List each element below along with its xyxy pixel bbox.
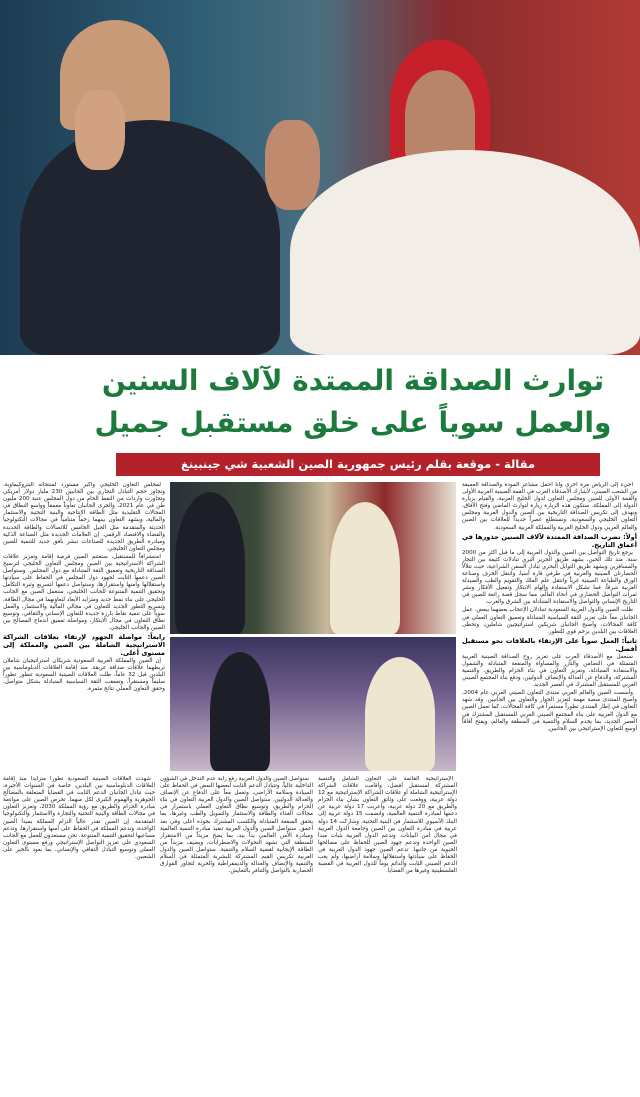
article-column-bottom-1 — [3, 776, 155, 1094]
conference-photo — [170, 637, 456, 771]
person-right — [330, 502, 400, 634]
paragraph: سنعمل مع الأصدقاء العرب على تعزيز روح الصداقة الصينية العربية المتمثلة في التضامن والتآزر والمساواة والمنفعة المتبادلة والشمول والاستفادة المتبادلة، وتعزيز التعاون في بناء الحزام والطريق، والتنمية المشتركة، والدفاع عن العدالة والإنصاف الدوليين، ودفع بناء المجتمع الصيني العربي للمستقبل المشترك في العصر الجديد. — [462, 653, 637, 689]
paragraph: استشرافاً للمستقبل، ستغتنم الصين فرصة إقامة وتعزيز علاقات الشراكة الاستراتيجية بين الصين ومجلس التعاون الخليجي لترسيخ الصداقة التاريخية وتعميق الثقة المتبادلة مع دول المجلس. وستواصل الصين دعمها الثابت لجهود دول المجلس في الحفاظ على سيادتها واستقلالها وأمنها واستقرارها، وستواصل دعمها لتسريع وتيرة التكامل وتحقيق التنمية المتنوعة للجانب الخليجي، ستعمل الصين مع الجانب الخليجي على بناء نمط جديد ومتزايد الأبعاد لتعاونهما في مجال الطاقة، وتسريع التطور الجديد للتعاون في مجالي المالية والاستثمار، والعمل سوياً على تنمية نقاط بارزة جديدة للتعاون الإنساني والثقافي، وتوسيع نطاق التعاون في مجال الابتكار، ومواصلة تعميق اندماج المصالح بين الصين والجانب الخليجي. — [3, 553, 165, 631]
leaders-photo — [0, 0, 640, 355]
leader-right-face — [405, 70, 475, 160]
headline-line-2: والعمل سوياً على خلق مستقبل جميل — [94, 406, 612, 439]
person-left — [210, 652, 270, 771]
article-column-bottom-3 — [318, 776, 457, 1094]
subheading: أولاً: تضرب الصداقة الممتدة لآلاف السنين جذورها في أعماق التاريخ. — [462, 532, 637, 549]
subheading: رابعاً: مواصلة الجهود لإرتقاء بعلاقات الشراكة الاستراتيجية الشاملة بين الصين والمملكة إلى مستوى أعلى. — [3, 632, 165, 657]
paragraph: ظلت الصين والدول العربية السعودية تتبادلان الإعجاب بعضهما ببعض. عمل الجانبان معاً على تعزيز الثقة السياسية المتبادلة وتعميق التعاون العملي في كافة المجالات، وأصبح الجانبان شريكين استراتيجيين شاملين، وتحظى العلاقات بين البلدين بزخم قوي للتطور. — [462, 607, 637, 635]
paragraph: الإستراتيجية القائمة على التعاون الشامل والتنمية المشتركة لمستقبل أفضل، وأقامت علاقات الشراكة الإستراتيجية الشاملة أو علاقات الشراكة الإستراتيجية مع 12 دولة عربية، ووقعت على وثائق التعاون بشأن بناء الحزام والطريق مع 20 دولة عربية، وأعربت 17 دولة عربية عن دعمها لمبادرة التنمية العالمية، وانضمت 15 دولة عربية إلى البنك الآسيوي للاستثمار في البنية التحتية، وشاركت 14 دولة عربية في مبادرة التعاون بين الصين وجامعة الدول العربية في مجال أمن البيانات. وتدعم الدول العربية بثبات مبدأ الصين الواحدة وتدعم جهود الصين للحفاظ على مصالحها الحيوية من جانبها. تدعم الصين جهود الدول العربية في الحفاظ على سيادتها واستقلالها وسلامة أراضيها، ولم يغب الدعم الصيني الثابت والدائم يوماً للدول العربية في القضية الفلسطينية وغيرها من القضايا. — [318, 776, 457, 875]
paragraph: سنواصل الصين والدول العربية رفع راية عدم التدخل في الشؤون الداخلية عالياً، وتتبادل الدعم الثابت لبعضها البعض في الحفاظ على السيادة وسلامة الأراضي، وتعمل معاً على الدفاع عن الإنصاف والعدالة الدوليين. ستواصل الصين والدول العربية التعاون في بناء الحزام والطريق، وتوسيع نطاق التعاون العملي باستمرار في مجالات الغذاء والطاقة والاستثمار والتمويل والطب وغيرها، بما يحقق المنفعة المتبادلة والكسب المشترك بجودة أعلى وفي بعد أعمق. ستواصل الصين والدول العربية تنفيذ مبادرة التنمية العالمية ومبادرة الأمن العالمي يداً بيد، بما يضخ مزيداً من الاستقرار للمنطقة التي تشهد التحولات والاضطرابات، ويضيف مزيداً من الطاقة الإيجابية لقضية السلام والتنمية. ستواصل الصين والدول العربية تكريس القيم المشتركة للبشرية المتمثلة في السلام والتنمية والإنصاف والعدالة والديمقراطية والحرية لتجاوز الفوارق الحضارية بالتواصل والتنافر بالتعايش. — [160, 776, 313, 875]
waving-hand — [75, 90, 125, 170]
paragraph: إن الصين والمملكة العربية السعودية شريكان استراتيجيان شاملان تربطهما علاقات صداقة عريقة. منذ إقامة العلاقات الدبلوماسية بين البلدين قبل 32 عاماً، ظلت العلاقات الصينية السعودية تتطور تطوراً سليماً ومستقراً، وتعمقت الثقة السياسية المتبادلة بشكل متواصل، وحقق التعاون العملي نتائج مثمرة. — [3, 657, 165, 693]
article-column-bottom-2 — [160, 776, 313, 1094]
paragraph: وأسست الصين والعالم العربي منتدى التعاون الصيني العربي عام 2004، وأصبح المنتدى منصة مهمة لتعزيز الحوار والتعاون بين الجانبين. وقد شهد التعاون في إطار المنتدى تطوراً مستمراً في كافة المجالات، كما تعمل الصين مع الدول العربية على بناء المجتمع الصيني العربي للمستقبل المشترك في العصر الجديد، بما يخدم السلام والتنمية في المنطقة والعالم، ويفتح آفاقاً أوسع للتعاون الإستراتيجي بين الجانبين. — [462, 690, 637, 732]
byline-banner: مقالة - موقعة بقلم رئيس جمهورية الصين الشعبية شي جينبينغ — [116, 453, 600, 476]
leader-left-suit — [20, 120, 280, 355]
paragraph: يرجع تاريخ التواصل بين الصين والدول العربية إلى ما قبل أكثر من 2000 سنة. منذ تلك الحين، يشهد طريق الحرير البري تبادلات كثيفة بين التجار والمسافرين ويشهد طريق التوابل البحري تبادل السفن الشراعية، حيث تتلألأ الحضارتان الصينية والعربية في طرفي قارة آسيا، وانتقل الخزف وصناعة الورق والطباعة الصينية غرباً وانتقل علم الفلك والتقويم والطب والصيدلة العربية شرقاً، فما تشكل الاستفادة وإلهام الابتكار وتفعيل الأفكار ونشر ثمرات التواصل الحضاري في أنحاء العالم، مما سجل قصة رائعة للصين في التاريخ الإنساني والتواصل والاستفادة المتبادلة بين الشرق والغرب. — [462, 549, 637, 606]
waving-hand — [265, 120, 320, 210]
headline-line-1: توارث الصداقة الممتدة لآلاف السنين — [101, 364, 605, 397]
article-column-right — [462, 482, 637, 1094]
subheading: ثانياً: العمل سوياً على الإرتقاء بالعلاقات نحو مستقبل أفضل. — [462, 636, 637, 653]
article-column-left — [3, 482, 165, 772]
paragraph: شهدت العلاقات الصينية السعودية تطوراً متزايداً منذ إقامة العلاقات الدبلوماسية بين البلدين، خاصة في السنوات الأخيرة، حيث تبادل الجانبان الدعم الثابت في القضايا المتعلقة بالمصالح الجوهرية والهموم الكبرى لكل منهما. تحرص الصين على مواءمة مبادرة الحزام والطريق مع رؤية المملكة 2030، وتعزيز التعاون في مجالات الطاقة والبنية التحتية والتجارة والاستثمار والتكنولوجيا المتقدمة. إن الصين تقدر عالياً التزام المملكة بمبدأ الصين الواحدة، وتدعم المملكة في الحفاظ على أمنها واستقرارها، وتدعم مساعيها لتحقيق التنمية المتنوعة. نحن مستعدون للعمل مع الجانب السعودي على تعزيز التواصل الإستراتيجي ورفع مستوى التعاون العملي وتوسيع التبادل الثقافي والإنساني، بما يعود بالخير على الشعبين. — [3, 776, 155, 861]
person-left — [175, 492, 245, 634]
leader-right-robe — [290, 150, 640, 355]
meeting-photo — [170, 482, 456, 634]
paragraph: أجيء إلى الرياض مرة أخرى وأنا أحمل مشاعر المودة والصداقة العميقة من الشعب الصيني، لأشارك الأصدقاء العرب في القمة الصينية العربية الأولى والقمة الأولى للصين ومجلس التعاون لدول الخليج العربية، والقيام بزيارة الدولة إلى المملكة. ستكون هذه الزيارة زيارة لتوارث الماضي وفتح الآفاق، ونهدف إلى تكريس الصداقة التاريخية بين الصين والدول العربية ومجلس التعاون الخليجي والسعودية، ونستطلع عصراً جديداً للعلاقات بين الصين والعالم العربي ودول الخليج العربية والمملكة العربية السعودية. — [462, 482, 637, 531]
headline — [70, 360, 636, 448]
person-right — [365, 657, 435, 771]
paragraph: لمجلس التعاون الخليجي وأكبر مستورد لمنتجاته البتروكيماوية، وتجاوز حجم التبادل التجاري بين الجانبين 230 مليار دولار أمريكي وتجاوزت واردات من النفط الخام من دول المجلس عتبة 200 مليون طن في عام 2021، والجرى الجانبان تعاوناً معمقاً وواسع النطاق في المجالات التقليدية مثل الطاقة الإنتاجية والبنية التحتية والاستثمار والمالية، ويشهد التعاون بينهما زخماً متنامياً في مجالات التكنولوجيا الحديثة والمتقدمة مثل الجيل الخامس للاتصالات والطاقة الجديدة والفضاء والاقتصاد الرقمي. إن العلامات الجديدة مثل الصناعة الذكية ومبادرة الطريق الجديدة للصناعات تبشر بأفق جديد للتنمية للصين ومجلس التعاون الخليجي. — [3, 482, 165, 552]
